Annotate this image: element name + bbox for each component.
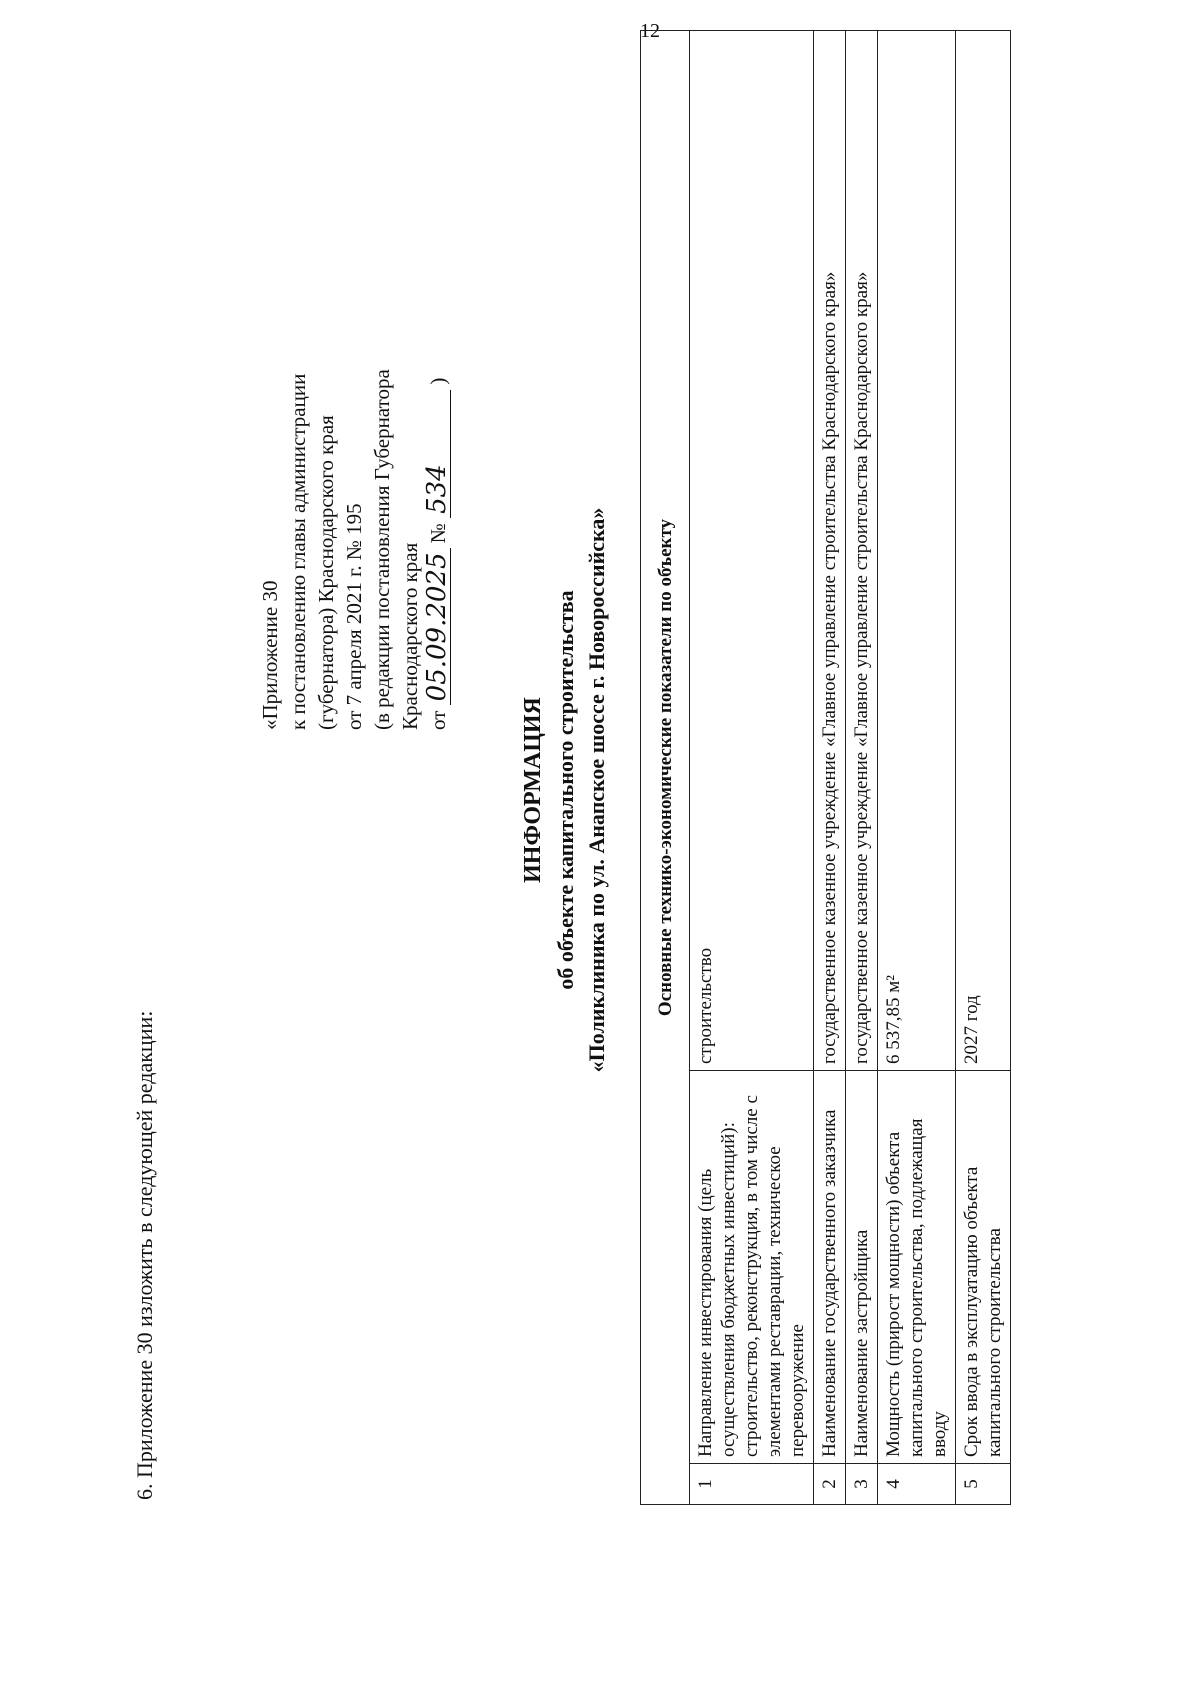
row-number: 2	[814, 1464, 846, 1505]
page-number: 12	[640, 20, 660, 42]
table-header-row	[641, 31, 690, 1505]
row-value: 6 537,85 м²	[878, 31, 956, 1071]
row-label: Наименование государственного заказчика	[814, 1071, 846, 1464]
object-name: «Поликлиника по ул. Анапское шоссе г. Новороссийска»	[584, 507, 609, 1073]
annex-line-3: (губернатора) Краснодарского края	[314, 415, 338, 730]
table-row	[690, 31, 814, 1505]
row-label: Направление инвестирования (цель осуществления бюджетных инвестиций): строительство, реконструкция, в том числе с элементами реставрации, техническое перевооружение	[690, 1071, 814, 1464]
annex-line-6: Краснодарского края	[398, 542, 422, 730]
row-number: 5	[956, 1464, 1011, 1505]
row-value: государственное казенное учреждение «Главное управление строительства Краснодарского края»	[846, 31, 878, 1071]
annex-number-prefix: №	[426, 523, 450, 544]
row-number: 4	[878, 1464, 956, 1505]
row-number: 1	[690, 1464, 814, 1505]
row-label: Мощность (прирост мощности) объекта капитального строительства, подлежащая вводу	[878, 1071, 956, 1464]
annex-line-5: (в редакции постановления Губернатора	[370, 369, 394, 730]
table-header: Основные технико-экономические показатели по объекту	[641, 31, 690, 1505]
doc-title: ИНФОРМАЦИЯ	[520, 697, 546, 883]
annex-line-4: от 7 апреля 2021 г. № 195	[342, 503, 366, 730]
table-row	[846, 31, 878, 1505]
annex-block	[256, 369, 452, 730]
table-row	[878, 31, 956, 1505]
table-row	[814, 31, 846, 1505]
annex-close-paren: )	[426, 377, 450, 385]
row-value: строительство	[690, 31, 814, 1071]
doc-subtitle: об объекте капитального строительства	[553, 590, 578, 990]
annex-date-line	[424, 369, 452, 730]
annex-from-prefix: от	[426, 710, 450, 730]
indicators-table	[640, 30, 1011, 1505]
row-value: 2027 год	[956, 31, 1011, 1071]
handwritten-number: 534	[424, 390, 451, 518]
handwritten-date: 05.09.2025	[424, 548, 451, 705]
row-label: Срок ввода в эксплуатацию объекта капитального строительства	[956, 1071, 1011, 1464]
annex-line-1: «Приложение 30	[258, 580, 282, 730]
annex-line-2: к постановлению главы администрации	[286, 373, 310, 730]
row-value: государственное казенное учреждение «Главное управление строительства Краснодарского края»	[814, 31, 846, 1071]
row-label: Наименование застройщика	[846, 1071, 878, 1464]
intro-text: 6. Приложение 30 изложить в следующей редакции:	[132, 1010, 157, 1500]
table-row	[956, 31, 1011, 1505]
row-number: 3	[846, 1464, 878, 1505]
